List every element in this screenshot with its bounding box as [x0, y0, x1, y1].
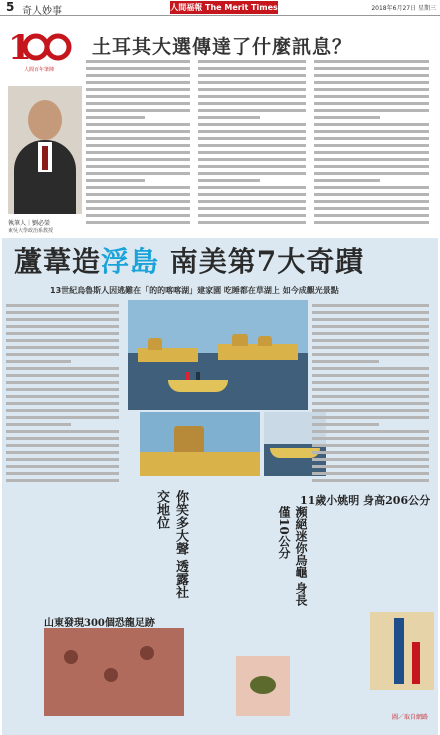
- feature-text-right: [312, 304, 434, 490]
- text-line: [314, 172, 429, 175]
- text-line: [312, 374, 429, 377]
- text-line: [312, 325, 429, 328]
- text-line: [198, 123, 306, 126]
- text-column-1: [86, 60, 194, 232]
- text-line: [6, 458, 119, 461]
- text-line: [314, 88, 429, 91]
- text-line: [86, 158, 190, 161]
- text-line: [6, 374, 119, 377]
- text-line: [6, 479, 119, 482]
- text-line: [6, 339, 119, 342]
- text-line: [312, 311, 429, 314]
- text-line: [86, 165, 190, 168]
- text-line: [6, 360, 71, 363]
- text-line: [198, 60, 306, 63]
- text-line: [314, 60, 429, 63]
- text-line: [6, 423, 71, 426]
- text-line: [198, 165, 306, 168]
- text-line: [86, 214, 190, 217]
- text-line: [314, 179, 380, 182]
- text-line: [86, 193, 190, 196]
- text-line: [312, 388, 429, 391]
- text-line: [86, 123, 190, 126]
- text-line: [312, 479, 429, 482]
- text-line: [198, 74, 306, 77]
- dinosaur-footprint-photo: [44, 628, 184, 716]
- text-line: [314, 67, 429, 70]
- text-line: [312, 416, 429, 419]
- text-column-3: [314, 60, 434, 232]
- text-line: [312, 423, 379, 426]
- text-line: [314, 123, 429, 126]
- text-line: [6, 388, 119, 391]
- text-line: [6, 395, 119, 398]
- text-line: [86, 95, 190, 98]
- text-line: [314, 102, 429, 105]
- text-line: [86, 67, 190, 70]
- text-line: [198, 151, 306, 154]
- text-line: [312, 304, 429, 307]
- text-line: [6, 451, 119, 454]
- text-line: [198, 130, 306, 133]
- text-line: [86, 221, 190, 224]
- text-line: [6, 444, 119, 447]
- text-line: [6, 304, 119, 307]
- text-line: [314, 74, 429, 77]
- text-line: [312, 472, 429, 475]
- text-line: [6, 318, 119, 321]
- author-photo: [8, 86, 82, 214]
- text-line: [6, 332, 119, 335]
- feature-text-left: [6, 304, 124, 490]
- text-line: [6, 381, 119, 384]
- author-affiliation: 東吳大學政治系教授: [8, 228, 54, 234]
- text-line: [198, 186, 306, 189]
- text-line: [198, 207, 306, 210]
- text-line: [312, 458, 429, 461]
- text-line: [312, 367, 429, 370]
- text-line: [6, 325, 119, 328]
- text-line: [6, 367, 119, 370]
- text-line: [86, 60, 190, 63]
- text-line: [314, 207, 429, 210]
- text-line: [312, 430, 429, 433]
- text-line: [86, 172, 190, 175]
- text-line: [198, 179, 260, 182]
- text-line: [198, 200, 306, 203]
- text-line: [312, 451, 429, 454]
- text-line: [198, 137, 306, 140]
- text-line: [198, 193, 306, 196]
- text-line: [312, 409, 429, 412]
- text-line: [86, 81, 190, 84]
- text-line: [86, 186, 190, 189]
- text-line: [314, 221, 429, 224]
- text-line: [198, 144, 306, 147]
- tall-boy-photo: [370, 612, 434, 690]
- text-line: [312, 465, 429, 468]
- text-line: [6, 311, 119, 314]
- side-title-turtle: 瀕絕迷你烏龜 身長僅10公分: [277, 506, 308, 607]
- text-line: [198, 95, 306, 98]
- text-line: [6, 430, 119, 433]
- text-line: [86, 200, 190, 203]
- text-line: [198, 221, 306, 224]
- text-line: [198, 81, 306, 84]
- reed-boat-photo: [140, 412, 260, 476]
- feature-title: 蘆葦造浮島 南美第7大奇蹟: [14, 245, 365, 278]
- text-line: [6, 409, 119, 412]
- text-line: [314, 214, 429, 217]
- text-line: [312, 346, 429, 349]
- text-line: [312, 353, 429, 356]
- masthead: 人間福報 The Merit Times: [170, 3, 278, 12]
- turtle-photo: [236, 656, 290, 716]
- opinion-headline: 土耳其大選傳達了什麼訊息？: [92, 36, 353, 58]
- text-line: [6, 346, 119, 349]
- text-line: [314, 116, 380, 119]
- text-line: [6, 402, 119, 405]
- text-line: [6, 437, 119, 440]
- text-line: [312, 360, 379, 363]
- text-line: [314, 137, 429, 140]
- text-line: [314, 109, 429, 112]
- page-number: 5: [6, 0, 15, 14]
- text-line: [86, 88, 190, 91]
- text-line: [198, 102, 306, 105]
- text-line: [312, 395, 429, 398]
- text-line: [312, 437, 429, 440]
- text-line: [198, 67, 306, 70]
- text-line: [312, 381, 429, 384]
- text-line: [86, 74, 190, 77]
- text-column-2: [198, 60, 310, 232]
- logo-caption: 人間百年筆陣: [23, 67, 54, 73]
- text-line: [6, 416, 119, 419]
- text-line: [312, 332, 429, 335]
- feature-subtitle: 13世紀烏魯斯人因逃難在「的的喀喀湖」建家園 吃睡都在草湖上 如今成觀光景點: [50, 286, 339, 295]
- text-line: [198, 116, 260, 119]
- text-line: [86, 130, 190, 133]
- box-title: 11歲小姚明 身高206公分: [300, 494, 431, 507]
- text-line: [314, 186, 429, 189]
- text-line: [314, 158, 429, 161]
- photo-credit: 圖／取自網路: [392, 714, 429, 721]
- text-line: [312, 339, 429, 342]
- text-line: [86, 102, 190, 105]
- text-line: [86, 151, 190, 154]
- text-line: [86, 207, 190, 210]
- text-line: [86, 116, 145, 119]
- text-line: [6, 472, 119, 475]
- author-label: 執筆人｜劉必榮: [8, 220, 51, 227]
- text-line: [198, 214, 306, 217]
- text-line: [198, 158, 306, 161]
- lake-photo: [128, 300, 308, 410]
- text-line: [314, 130, 429, 133]
- text-line: [314, 193, 429, 196]
- footer-title: 山東發現300個恐龍足跡: [44, 618, 155, 629]
- text-line: [314, 144, 429, 147]
- column-logo: [6, 25, 72, 67]
- text-line: [86, 144, 190, 147]
- text-line: [314, 95, 429, 98]
- svg-text:1: 1: [8, 28, 32, 67]
- side-title-laughter: 你笑多大聲 透露社交地位: [154, 490, 188, 599]
- text-line: [312, 318, 429, 321]
- text-line: [314, 81, 429, 84]
- text-line: [86, 179, 145, 182]
- text-line: [312, 444, 429, 447]
- text-line: [6, 353, 119, 356]
- page-header-bar: [0, 0, 440, 16]
- section-name: 奇人妙事: [22, 6, 62, 17]
- issue-date: 2018年6月27日 星期三: [371, 5, 436, 12]
- text-line: [198, 88, 306, 91]
- text-line: [198, 109, 306, 112]
- text-line: [312, 402, 429, 405]
- text-line: [314, 151, 429, 154]
- text-line: [314, 165, 429, 168]
- text-line: [314, 200, 429, 203]
- text-line: [86, 109, 190, 112]
- text-line: [198, 172, 306, 175]
- text-line: [86, 137, 190, 140]
- text-line: [6, 465, 119, 468]
